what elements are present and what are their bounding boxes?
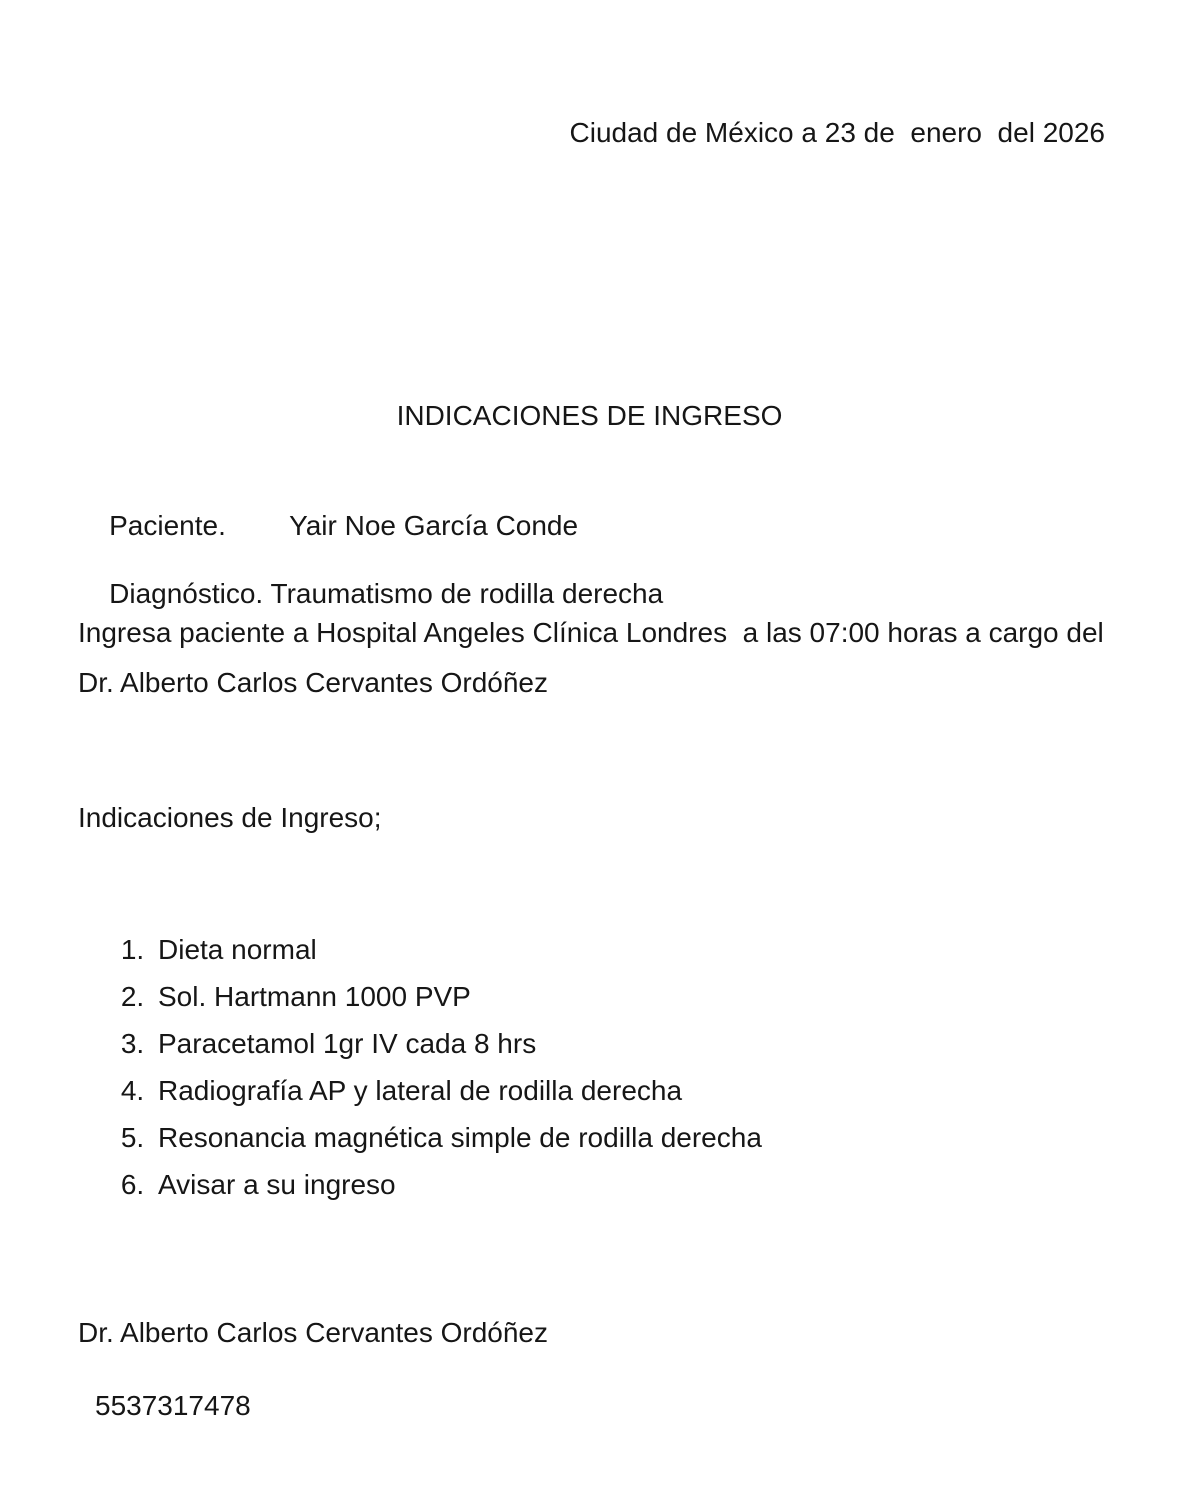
- doctor-phone: 5537317478: [95, 1390, 251, 1421]
- order-item: 4. Radiografía AP y lateral de rodilla derecha: [152, 1067, 762, 1114]
- admission-paragraph: Ingresa paciente a Hospital Angeles Clínica Londres a las 07:00 horas a cargo del Dr. Alberto Carlos Cervantes Ordóñez: [78, 617, 1112, 698]
- section-heading: Indicaciones de Ingreso;: [78, 802, 382, 833]
- order-item: 2. Sol. Hartmann 1000 PVP: [152, 973, 762, 1020]
- order-item: 5. Resonancia magnética simple de rodilla derecha: [152, 1114, 762, 1161]
- diagnosis-label: Diagnóstico.: [109, 578, 264, 610]
- order-item: 3. Paracetamol 1gr IV cada 8 hrs: [152, 1020, 762, 1067]
- date-line: Ciudad de México a 23 de enero del 2026: [569, 117, 1105, 148]
- diagnosis-value: Traumatismo de rodilla derecha: [270, 578, 664, 610]
- doctor-name: Dr. Alberto Carlos Cervantes Ordóñez: [78, 1317, 548, 1348]
- order-item: 1. Dieta normal: [152, 926, 762, 973]
- orders-list: [78, 926, 762, 1208]
- patient-label: Paciente.: [109, 510, 226, 542]
- patient-name: Yair Noe García Conde: [289, 510, 579, 542]
- order-item: 6. Avisar a su ingreso: [152, 1161, 762, 1208]
- document-title: INDICACIONES DE INGRESO: [396, 400, 783, 431]
- diagnosis-spacer: [263, 578, 270, 609]
